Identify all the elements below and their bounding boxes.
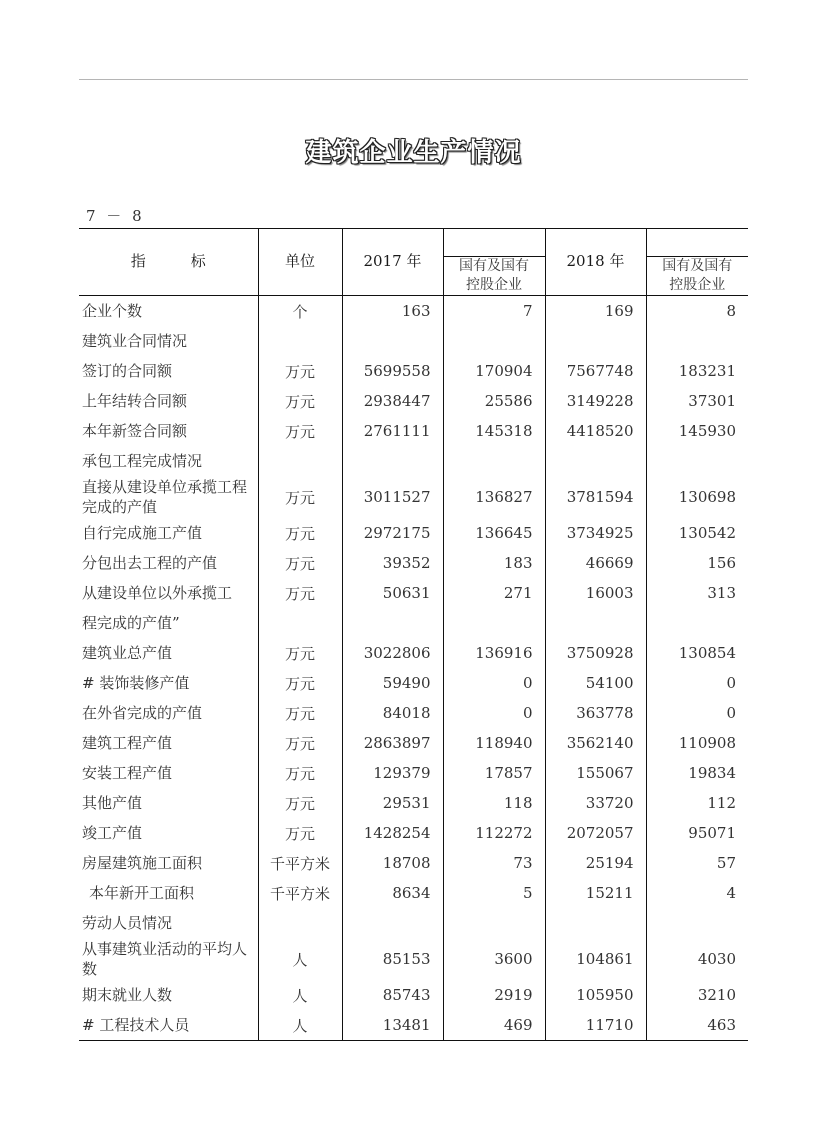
row-unit: 万元 [258, 668, 342, 698]
table-row [79, 788, 748, 818]
row-unit: 万元 [258, 476, 342, 518]
value-2018-soe: 0 [646, 668, 748, 698]
table-row [79, 758, 748, 788]
table-row [79, 518, 748, 548]
header-2018-soe: 国有及国有 控股企业 [646, 229, 748, 296]
value-2018-soe: 110908 [646, 728, 748, 758]
table-row [79, 698, 748, 728]
row-name: 承包工程完成情况 [82, 452, 203, 470]
value-2018-soe: 19834 [646, 758, 748, 788]
row-unit: 万元 [258, 728, 342, 758]
row-name: 建筑业合同情况 [82, 332, 188, 350]
value-2017-soe: 118940 [443, 728, 545, 758]
row-name: 安装工程产值 [82, 764, 173, 782]
value-2018-soe: 183231 [646, 356, 748, 386]
table-row [79, 728, 748, 758]
value-2018: 15211 [545, 878, 646, 908]
header-indicator: 指 标 [79, 229, 258, 296]
table-number: 7 － 8 [86, 207, 145, 225]
value-2018-soe [646, 446, 748, 476]
value-2017: 2938447 [342, 386, 443, 416]
value-2017-soe: 3600 [443, 938, 545, 980]
table-row [79, 980, 748, 1010]
table-row [79, 356, 748, 386]
value-2018-soe: 112 [646, 788, 748, 818]
value-2018 [545, 608, 646, 638]
value-2018-soe: 313 [646, 578, 748, 608]
row-unit: 千平方米 [258, 848, 342, 878]
row-unit: 个 [258, 296, 342, 327]
table-row [79, 446, 748, 476]
value-2018: 4418520 [545, 416, 646, 446]
value-2018: 3149228 [545, 386, 646, 416]
table-row [79, 386, 748, 416]
row-name: 分包出去工程的产值 [82, 554, 218, 572]
row-unit [258, 446, 342, 476]
table-row [79, 476, 748, 518]
row-name: 房屋建筑施工面积 [82, 854, 203, 872]
value-2018: 104861 [545, 938, 646, 980]
value-2018: 105950 [545, 980, 646, 1010]
value-2017 [342, 608, 443, 638]
value-2018-soe: 0 [646, 698, 748, 728]
row-name: 签订的合同额 [82, 362, 173, 380]
value-2018: 7567748 [545, 356, 646, 386]
value-2018: 46669 [545, 548, 646, 578]
value-2017-soe: 183 [443, 548, 545, 578]
row-unit: 万元 [258, 548, 342, 578]
value-2017: 1428254 [342, 818, 443, 848]
value-2017: 163 [342, 296, 443, 327]
value-2017-soe [443, 908, 545, 938]
value-2017-soe: 469 [443, 1010, 545, 1041]
table-row [79, 548, 748, 578]
row-unit [258, 608, 342, 638]
row-name: 建筑业总产值 [82, 644, 173, 662]
value-2017 [342, 908, 443, 938]
row-unit: 万元 [258, 416, 342, 446]
value-2018-soe [646, 326, 748, 356]
value-2018-soe: 3210 [646, 980, 748, 1010]
table-row [79, 416, 748, 446]
row-unit: 人 [258, 938, 342, 980]
value-2017-soe: 170904 [443, 356, 545, 386]
value-2018-soe: 130854 [646, 638, 748, 668]
value-2018-soe: 57 [646, 848, 748, 878]
row-unit: 万元 [258, 386, 342, 416]
value-2017-soe: 145318 [443, 416, 545, 446]
header-2018: 2018 年 [545, 229, 646, 296]
row-unit: 万元 [258, 698, 342, 728]
row-name: 自行完成施工产值 [82, 524, 203, 542]
value-2017: 18708 [342, 848, 443, 878]
row-unit [258, 908, 342, 938]
table-row [79, 878, 748, 908]
value-2017: 50631 [342, 578, 443, 608]
value-2017-soe: 112272 [443, 818, 545, 848]
value-2017-soe: 7 [443, 296, 545, 327]
statistics-table [79, 228, 748, 1041]
row-unit: 万元 [258, 356, 342, 386]
value-2017-soe: 5 [443, 878, 545, 908]
value-2017-soe: 73 [443, 848, 545, 878]
table-row [79, 908, 748, 938]
value-2018 [545, 908, 646, 938]
row-name: 竣工产值 [82, 824, 143, 842]
value-2017-soe: 17857 [443, 758, 545, 788]
row-name: 程完成的产值” [82, 614, 180, 632]
page-title: 建筑企业生产情况 [305, 138, 522, 168]
value-2018: 155067 [545, 758, 646, 788]
value-2017: 129379 [342, 758, 443, 788]
value-2018-soe [646, 908, 748, 938]
value-2017: 59490 [342, 668, 443, 698]
row-name: # 装饰装修产值 [82, 674, 190, 692]
value-2018: 11710 [545, 1010, 646, 1041]
table-row [79, 818, 748, 848]
value-2017-soe: 271 [443, 578, 545, 608]
value-2018-soe: 4030 [646, 938, 748, 980]
value-2018: 3781594 [545, 476, 646, 518]
row-unit [258, 326, 342, 356]
value-2017 [342, 446, 443, 476]
header-2017: 2017 年 [342, 229, 443, 296]
value-2017-soe: 136827 [443, 476, 545, 518]
row-name: 劳动人员情况 [82, 914, 173, 932]
row-name: 本年新签合同额 [82, 422, 188, 440]
value-2017: 84018 [342, 698, 443, 728]
header-2017-soe: 国有及国有 控股企业 [443, 229, 545, 296]
value-2018: 54100 [545, 668, 646, 698]
row-name: 上年结转合同额 [82, 392, 188, 410]
value-2017-soe: 25586 [443, 386, 545, 416]
value-2018-soe: 463 [646, 1010, 748, 1041]
row-name: 本年新开工面积 [89, 884, 195, 902]
table-header-row [79, 229, 748, 296]
row-name: 建筑工程产值 [82, 734, 173, 752]
value-2017: 13481 [342, 1010, 443, 1041]
value-2017-soe: 0 [443, 698, 545, 728]
row-name: 直接从建设单位承揽工程完成的产值 [82, 478, 248, 516]
value-2018 [545, 326, 646, 356]
row-unit: 万元 [258, 638, 342, 668]
value-2018-soe: 37301 [646, 386, 748, 416]
value-2017-soe: 136645 [443, 518, 545, 548]
table-row [79, 1010, 748, 1041]
value-2017: 29531 [342, 788, 443, 818]
row-unit: 万元 [258, 758, 342, 788]
value-2018-soe: 145930 [646, 416, 748, 446]
value-2018: 169 [545, 296, 646, 327]
value-2018 [545, 446, 646, 476]
value-2018-soe [646, 608, 748, 638]
header-unit: 单位 [258, 229, 342, 296]
row-name: 从建设单位以外承揽工 [82, 584, 233, 602]
value-2018-soe: 8 [646, 296, 748, 327]
value-2017-soe: 136916 [443, 638, 545, 668]
value-2017: 2863897 [342, 728, 443, 758]
value-2017-soe: 2919 [443, 980, 545, 1010]
row-unit: 万元 [258, 578, 342, 608]
value-2018: 3734925 [545, 518, 646, 548]
row-name: 从事建筑业活动的平均人数 [82, 940, 248, 978]
table-row [79, 326, 748, 356]
value-2017-soe: 118 [443, 788, 545, 818]
value-2017: 2761111 [342, 416, 443, 446]
value-2017 [342, 326, 443, 356]
value-2017-soe [443, 608, 545, 638]
table-row [79, 608, 748, 638]
row-unit: 万元 [258, 818, 342, 848]
row-unit: 万元 [258, 788, 342, 818]
row-name: 期末就业人数 [82, 986, 173, 1004]
row-name: 其他产值 [82, 794, 143, 812]
value-2018-soe: 4 [646, 878, 748, 908]
row-unit: 万元 [258, 518, 342, 548]
table-row [79, 638, 748, 668]
row-name: 在外省完成的产值 [82, 704, 203, 722]
table-row [79, 296, 748, 327]
value-2017: 8634 [342, 878, 443, 908]
value-2018-soe: 130698 [646, 476, 748, 518]
value-2018: 3562140 [545, 728, 646, 758]
value-2017: 3022806 [342, 638, 443, 668]
value-2017-soe [443, 326, 545, 356]
value-2018: 33720 [545, 788, 646, 818]
row-name: # 工程技术人员 [79, 1010, 258, 1041]
value-2017-soe [443, 446, 545, 476]
table-body [79, 296, 748, 1041]
table-row [79, 848, 748, 878]
value-2018: 16003 [545, 578, 646, 608]
row-unit: 人 [258, 1010, 342, 1041]
table-row [79, 668, 748, 698]
value-2017: 2972175 [342, 518, 443, 548]
value-2018: 3750928 [545, 638, 646, 668]
value-2017-soe: 0 [443, 668, 545, 698]
top-rule [79, 79, 748, 80]
row-name: 企业个数 [82, 302, 143, 320]
value-2017: 3011527 [342, 476, 443, 518]
table-row [79, 938, 748, 980]
value-2018: 363778 [545, 698, 646, 728]
value-2017: 39352 [342, 548, 443, 578]
table-row [79, 578, 748, 608]
row-unit: 千平方米 [258, 878, 342, 908]
value-2018: 2072057 [545, 818, 646, 848]
value-2017: 85743 [342, 980, 443, 1010]
value-2017: 85153 [342, 938, 443, 980]
value-2018-soe: 95071 [646, 818, 748, 848]
row-unit: 人 [258, 980, 342, 1010]
value-2017: 5699558 [342, 356, 443, 386]
value-2018: 25194 [545, 848, 646, 878]
value-2018-soe: 156 [646, 548, 748, 578]
value-2018-soe: 130542 [646, 518, 748, 548]
